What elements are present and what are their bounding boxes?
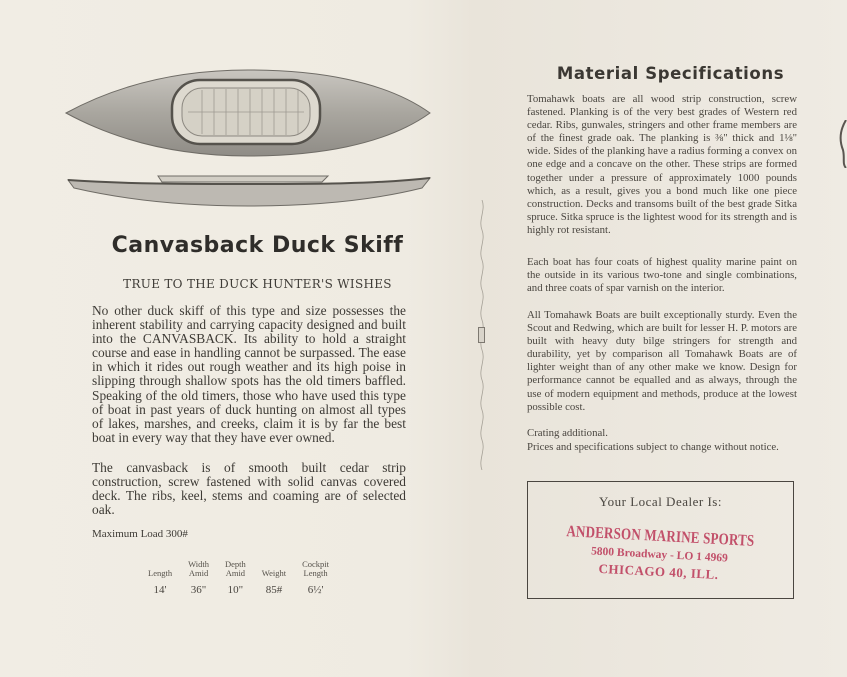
- crating-note: Crating additional.: [527, 427, 608, 439]
- specs-paragraph-3: All Tomahawk Boats are built exceptionally sturdy. Even the Scout and Redwing, which are built for lesser H. P. motors are built with heavy duty bilge stringers for strength and durability, yet by comparison all Tomahawk Boats are of lighter weight than of any other make we know. Design for performance cannot be equalled and as always, through the use of modern equipment and methods, produce at the lowest possible cost.: [527, 309, 797, 413]
- staple: [478, 327, 485, 343]
- header-cockpit-length: Cockpit Length: [302, 559, 330, 578]
- specs-paragraph-1: Tomahawk boats are all wood strip construction, screw fastened. Planking is of the very best grades of Western red cedar. Ribs, gunwales, stringers and other frame members are of the finest grade oak. The planking is ⅜" thick and 1⅛" wide. Sides of the planking have a radius forming a convex on one edge and a concave on the other. These strips are formed together under a pressure of approximately 1000 pounds which, as a result, gives you a bond much like one piece construction. Decks and transoms built of the best grade Sitka spruce. Sitka spruce is the lightest wood for its strength and is highly rot resistant.: [527, 93, 797, 236]
- header-width: Width Amid: [188, 559, 209, 578]
- stamp-address-phone: 5800 Broadway - LO 1 4969: [590, 545, 729, 565]
- header-length: Length: [148, 568, 173, 578]
- maximum-load: Maximum Load 300#: [92, 528, 188, 540]
- stamp-dealer-name: ANDERSON MARINE SPORTS: [566, 521, 755, 550]
- dimensions-header-row: [140, 560, 337, 584]
- paper-clip-edge: [838, 120, 847, 168]
- skiff-title: Canvasback Duck Skiff: [111, 233, 404, 258]
- stamp-city: CHICAGO 40, ILL.: [598, 560, 719, 583]
- local-dealer-box: [527, 481, 794, 599]
- specs-paragraph-2: Each boat has four coats of highest quality marine paint on the outside in its various two-tone and single combinations, and three coats of spar varnish on the interior.: [527, 256, 797, 295]
- header-depth: Depth Amid: [224, 559, 246, 578]
- value-weight: 85#: [265, 584, 283, 596]
- skiff-subtitle: TRUE TO THE DUCK HUNTER'S WISHES: [123, 277, 392, 291]
- dealer-label: Your Local Dealer Is:: [599, 494, 722, 509]
- description-paragraph-1: No other duck skiff of this type and size possesses the inherent stability and carrying capacity designed and built into the CANVASBACK. Its ability to hold a straight course and ease in handling cannot be surpassed. The ease in which it rides out rough weather and its high poise in slipping through shallow spots has the old timers baffled. Speaking of the old timers, those who have used this type of boat in past years of duck hunting on almost all types of lakes, marshes, and creeks, claim it is by far the best boat in every way that they have ever owned.: [92, 303, 406, 445]
- skiff-top-view-illustration: [64, 68, 432, 158]
- dimensions-value-row: [140, 584, 337, 596]
- dimensions-table: [140, 560, 337, 596]
- value-depth: 10": [227, 584, 244, 596]
- price-notice: Prices and specifications subject to change without notice.: [527, 441, 779, 453]
- value-length: 14': [153, 584, 167, 596]
- value-cockpit-length: 6½': [307, 584, 324, 596]
- dealer-stamp: [543, 522, 775, 586]
- material-specifications-title: Material Specifications: [556, 64, 785, 83]
- description-paragraph-2: The canvasback is of smooth built cedar strip construction, screw fastened with solid canvas covered deck. The ribs, keel, stems and coaming are of selected oak.: [92, 460, 406, 518]
- skiff-side-view-illustration: [66, 170, 432, 210]
- header-weight: Weight: [261, 568, 287, 578]
- value-width: 36": [190, 584, 207, 596]
